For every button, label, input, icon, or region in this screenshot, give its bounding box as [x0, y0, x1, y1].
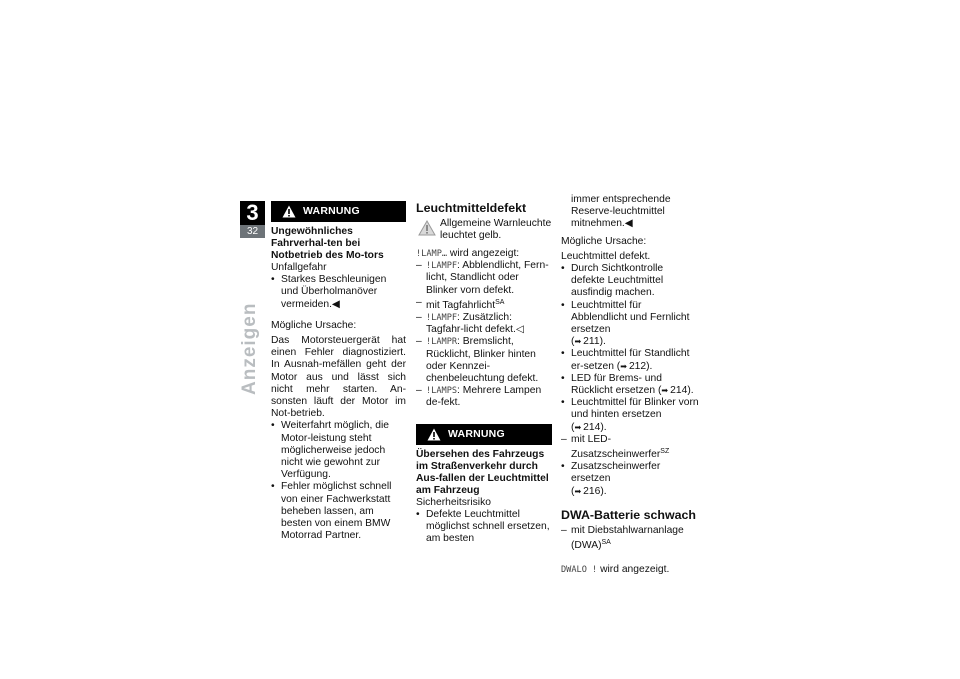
list-item: • Starkes Beschleunigen und Überholmanöver vermeiden.◀ — [271, 274, 406, 311]
body-paragraph: Das Motorsteuergerät hat einen Fehler diagnostiziert. In Ausnah-mefällen geht der Motor aus und lässt sich nicht mehr starten. An-sonsten läuft der Motor im Not-betrieb. — [271, 335, 406, 420]
list-item: • Zusatzscheinwerfer ersetzen (➡ 216). — [561, 461, 699, 498]
list-item: – mit Tagfahrlicht$^{SA}$ — [416, 297, 552, 312]
list-item: – mit Diebstahlwarnanlage (DWA)$^{SA}$ — [561, 525, 699, 552]
list-item: • Leuchtmittel für Blinker vorn und hinten ersetzen (➡ 214). — [561, 397, 699, 434]
list-item: • LED für Brems- und Rücklicht ersetzen (➡ 214). — [561, 373, 699, 397]
warning-heading: Übersehen des Fahrzeugs im Straßenverkehr durch Aus-fallen der Leuchtmittel am Fahrzeug — [416, 448, 549, 496]
warning-title: WARNUNG — [448, 428, 505, 441]
warning-triangle-icon — [427, 428, 441, 441]
page-ref: ➡ 214 — [574, 422, 600, 433]
warning-banner — [271, 201, 406, 222]
page-ref: ➡ 214 — [661, 385, 687, 396]
column-3 — [561, 194, 699, 576]
warning-banner — [416, 424, 552, 445]
chapter-side-label: Anzeigen — [239, 302, 260, 395]
list-item: – mit LED-Zusatzscheinwerfer$^{SZ}$ — [561, 434, 699, 461]
warning-title: WARNUNG — [303, 205, 360, 218]
list-item: – !LAMPS: Mehrere Lampen de-fekt. — [416, 385, 552, 409]
list-item: – !LAMPF: Zusätzlich: Tagfahr-licht defekt.◁ — [416, 312, 552, 336]
page-ref: ➡ 212 — [620, 361, 646, 372]
page-ref: ➡ 211 — [574, 336, 599, 347]
section-heading: DWA-Batterie schwach — [561, 507, 696, 522]
chapter-number: 3 — [246, 200, 259, 225]
cause-text: Leuchtmittel defekt. — [561, 250, 651, 262]
warning-triangle-icon — [282, 205, 296, 218]
list-item: – !LAMPR: Bremslicht, Rücklicht, Blinker hinten oder Kennzei-chenbeleuchtung defekt. — [416, 336, 552, 385]
list-item: • Fehler möglichst schnell von einer Fachwerkstatt beheben lassen, am besten von einem BMW Motorrad Partner. — [271, 481, 406, 542]
cause-label: Mögliche Ursache: — [271, 319, 357, 331]
continued-text: immer entsprechende Reserve-leuchtmittel mitnehmen.◀ — [571, 194, 671, 230]
list-item: • Leuchtmittel für Abblendlicht und Fernlicht ersetzen (➡ 211). — [561, 300, 699, 349]
list-item: – !LAMPF: Abblendlicht, Fern-licht, Standlicht oder Blinker vorn defekt. — [416, 260, 552, 297]
display-code: !LAMP… — [416, 249, 448, 259]
display-code: DWALO ! — [561, 565, 598, 576]
column-2 — [416, 201, 552, 545]
warning-heading: Ungewöhnliches Fahrverhal-ten bei Notbetrieb des Mo-tors — [271, 226, 384, 261]
section-heading: Leuchtmitteldefekt — [416, 201, 527, 215]
chapter-tab — [240, 201, 265, 237]
warnlight-text: Allgemeine Warnleuchte leuchtet gelb. — [440, 218, 552, 242]
page-ref: ➡ 216 — [574, 486, 600, 497]
cause-label: Mögliche Ursache: — [561, 235, 647, 247]
list-item: • Durch Sichtkontrolle defekte Leuchtmittel ausfindig machen. — [561, 263, 699, 300]
risk-text: Sicherheitsrisiko — [416, 496, 491, 508]
general-warning-light-icon — [418, 220, 436, 236]
display-line: DWALO ! wird angezeigt. — [561, 564, 670, 576]
risk-text: Unfallgefahr — [271, 262, 327, 273]
list-item: • Defekte Leuchtmittel möglichst schnell ersetzen, am besten — [416, 509, 552, 546]
display-line: !LAMP… wird angezeigt: — [416, 248, 520, 259]
warnlight-row — [416, 218, 552, 244]
list-item: • Weiterfahrt möglich, die Motor-leistung steht möglicherweise jedoch nicht wie gewohnt zur Verfügung. — [271, 420, 406, 481]
list-item: • Leuchtmittel für Standlicht er-setzen (➡ 212). — [561, 348, 699, 372]
page-number: 32 — [240, 225, 265, 238]
column-1 — [271, 201, 406, 542]
